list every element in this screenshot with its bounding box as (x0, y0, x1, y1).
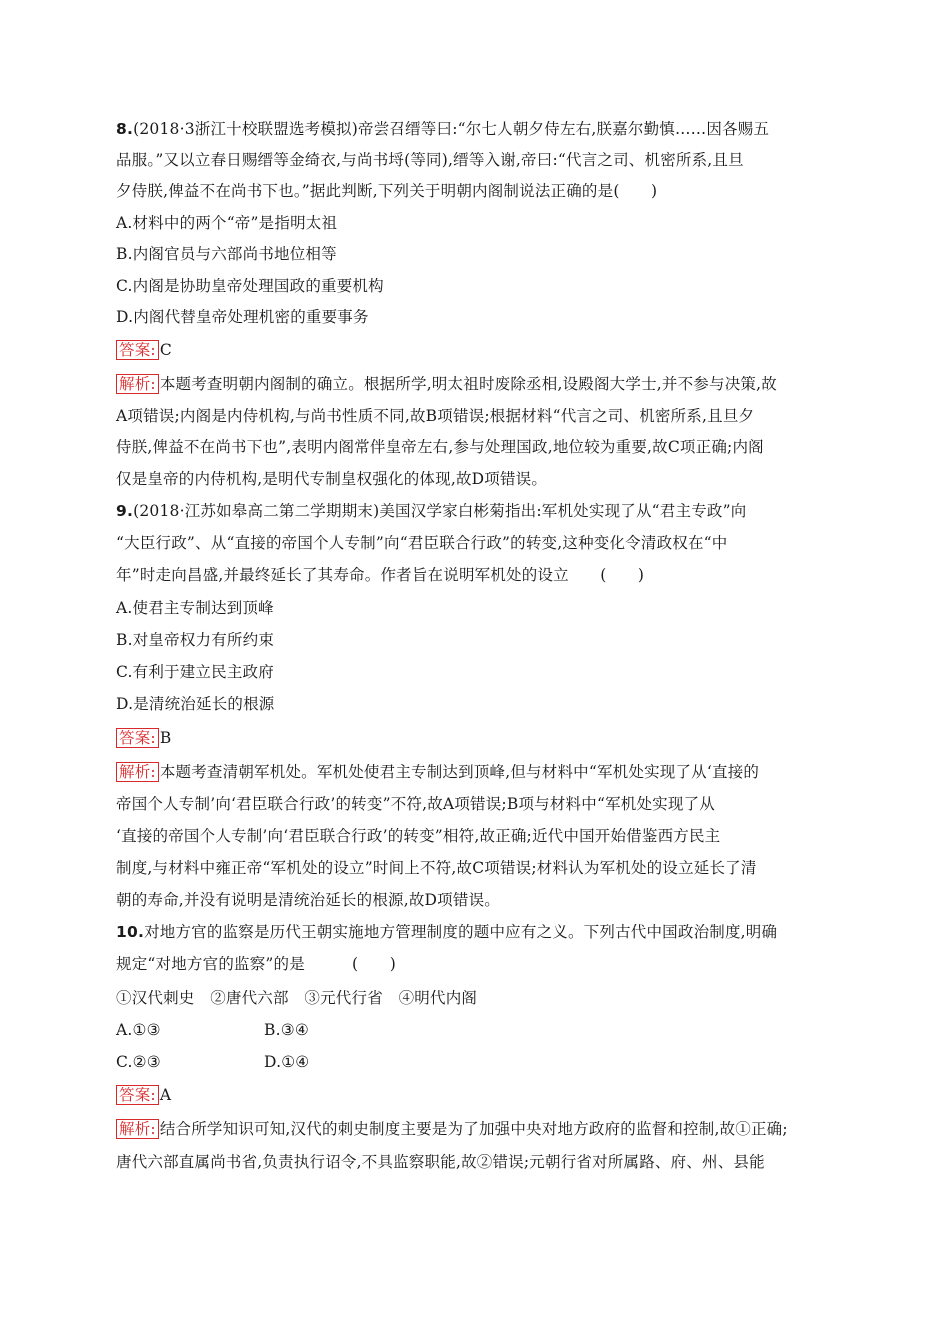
option-b: B.对皇帝权力有所约束 (116, 631, 275, 649)
analysis-line: A项错误;内阁是内侍机构,与尚书性质不同,故B项错误;根据材料“代言之司、机密所系,且旦夕 (116, 407, 755, 425)
option-a: A.①③ (116, 1021, 161, 1039)
question-stem-line: 年”时走向昌盛,并最终延长了其寿命。作者旨在说明军机处的设立 ( ) (116, 566, 645, 584)
option-c: C.②③ (116, 1053, 161, 1071)
question-stem-line: 8.(2018·3浙江十校联盟选考模拟)帝尝召缙等曰:“尔七人朝夕侍左右,朕嘉尔勤慎……因各赐五 (116, 120, 770, 138)
answer-tag: 答案: (116, 728, 159, 748)
analysis-line: 解析: 本题考查明朝内阁制的确立。根据所学,明太祖时废除丞相,设殿阁大学士,并不参与决策,故 (116, 374, 777, 394)
question-number: 10. (116, 923, 145, 941)
question-number: 9. (116, 502, 134, 520)
option-b: B.③④ (264, 1021, 309, 1039)
analysis-tag: 解析: (116, 1119, 159, 1139)
option-a: A.使君主专制达到顶峰 (116, 599, 274, 617)
options-row (116, 1052, 309, 1072)
option-c: C.内阁是协助皇帝处理国政的重要机构 (116, 277, 384, 295)
option-d: D.内阁代替皇帝处理机密的重要事务 (116, 308, 369, 326)
question-stem-line: 品服。”又以立春日赐缙等金绮衣,与尚书埒(等同),缙等入谢,帝曰:“代言之司、机密所系,且旦 (116, 151, 744, 169)
option-b: B.内阁官员与六部尚书地位相等 (116, 245, 337, 263)
question-stem-line: 夕侍朕,俾益不在尚书下也。”据此判断,下列关于明朝内阁制说法正确的是( ) (116, 182, 658, 200)
question-stem-line: 10.对地方官的监察是历代王朝实施地方管理制度的题中应有之义。下列古代中国政治制度,明确 (116, 923, 778, 941)
answer-line (116, 728, 171, 748)
answer-value: B (159, 729, 172, 747)
question-number: 8. (116, 120, 134, 138)
analysis-line: 唐代六部直属尚书省,负责执行诏令,不具监察职能,故②错误;元朝行省对所属路、府、州、县能 (116, 1153, 765, 1171)
analysis-tag: 解析: (116, 762, 159, 782)
question-stem-line: 规定“对地方官的监察”的是 ( ) (116, 955, 396, 973)
analysis-line: 朝的寿命,并没有说明是清统治延长的根源,故D项错误。 (116, 891, 500, 909)
answer-tag: 答案: (116, 1085, 159, 1105)
options-row (116, 1020, 309, 1040)
option-d: D.①④ (264, 1053, 310, 1071)
answer-value: A (159, 1086, 172, 1104)
option-c: C.有利于建立民主政府 (116, 663, 274, 681)
question-stem-line: 9.(2018·江苏如皋高二第二学期期末)美国汉学家白彬菊指出:军机处实现了从“君主专政”向 (116, 502, 747, 520)
answer-line (116, 1085, 171, 1105)
answer-tag: 答案: (116, 340, 159, 360)
question-items: ①汉代刺史 ②唐代六部 ③元代行省 ④明代内阁 (116, 989, 478, 1007)
analysis-line: 解析: 本题考查清朝军机处。军机处使君主专制达到顶峰,但与材料中“军机处实现了从‘直接的 (116, 762, 759, 782)
analysis-line: 解析: 结合所学知识可知,汉代的刺史制度主要是为了加强中央对地方政府的监督和控制,故①正确; (116, 1119, 788, 1139)
analysis-line: ‘直接的帝国个人专制’向‘君臣联合行政’的转变”相符,故正确;近代中国开始借鉴西方民主 (116, 827, 721, 845)
question-stem-line: “大臣行政”、从“直接的帝国个人专制”向“君臣联合行政”的转变,这种变化令清政权在“中 (116, 534, 728, 552)
analysis-line: 制度,与材料中雍正帝“军机处的设立”时间上不符,故C项错误;材料认为军机处的设立延长了清 (116, 859, 757, 877)
option-d: D.是清统治延长的根源 (116, 695, 275, 713)
answer-value: C (159, 341, 172, 359)
analysis-line: 侍朕,俾益不在尚书下也”,表明内阁常伴皇帝左右,参与处理国政,地位较为重要,故C项正确;内阁 (116, 438, 764, 456)
analysis-tag: 解析: (116, 374, 159, 394)
analysis-line: 仅是皇帝的内侍机构,是明代专制皇权强化的体现,故D项错误。 (116, 470, 548, 488)
answer-line (116, 340, 172, 360)
option-a: A.材料中的两个“帝”是指明太祖 (116, 214, 338, 232)
analysis-line: 帝国个人专制’向‘君臣联合行政’的转变”不符,故A项错误;B项与材料中“军机处实现了从 (116, 795, 715, 813)
